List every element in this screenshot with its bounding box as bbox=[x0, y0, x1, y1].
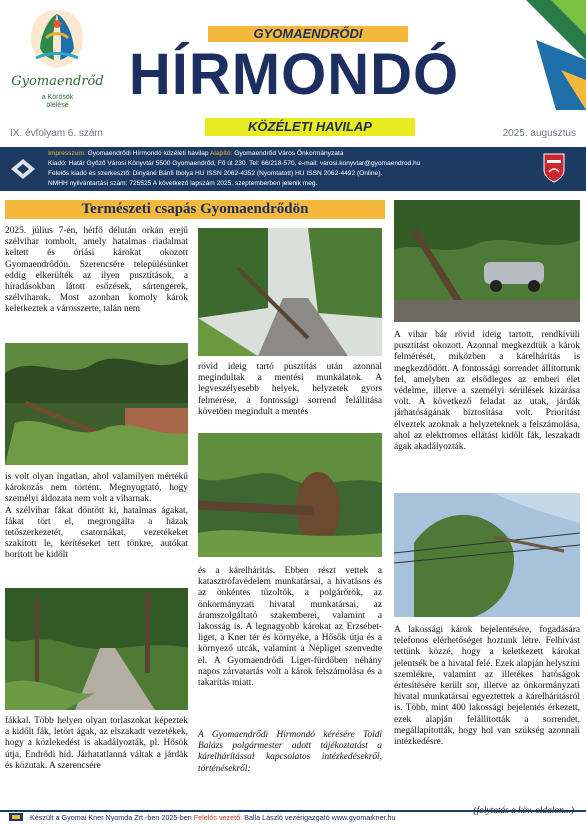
article-headline: Természeti csapás Gyomaendrődön bbox=[81, 201, 309, 217]
masthead-subtitle: KÖZÉLETI HAVILAP bbox=[248, 119, 372, 134]
volume-issue: IX. évfolyam 6. szám bbox=[10, 128, 103, 139]
article-col1-para3: fákkal. Több helyen olyan torlaszokat képeztek a kidőlt fák, letört ágak, az elszakadt vezetékek, hogy a közlekedést is akadályozták, pl. Hősök útja, Endrődi híd. Járhatatlanná váltak a járdák és közutak. A szerencsére bbox=[5, 716, 188, 771]
article-col1-para2 bbox=[5, 472, 188, 562]
article-col1-para1: 2025. július 7-én, hétfő délután orkán erejű szélvihar tombolt, amely hatalmas riadalmat keltett és óriási károkat okozott Gyomaendrődön. Szerencsére településünket eddig elkerülték az ilyen pusztítások, a híradásokban látott esőzések, sártengerek, szélviharok. Most azonban komoly károk keletkeztek a városszerte, talán nem bbox=[5, 226, 188, 315]
imprint-text bbox=[48, 149, 528, 189]
imprint-line-4: NMHH nyilvántartási szám: 725525 A következő lapszám 2025. szeptemberben jelenik meg. bbox=[48, 180, 318, 187]
article-col3-para1: A vihar bár rövid ideig tartott, rendkívüli pusztítást okozott. Azonnal megkezdtük a károk felmérését, miközben a kárelhárítás is megkezdődött. A fontossági sorrendet állítottunk fel, amelyben az elsődleges az emberi élet védelme, illetve a személyi sérülések kizárása volt. A következő feladat az utak, járdák járhatóságának biztosítása volt. Prioritást élveztek azoknak a helyzeteknek a felszámolása, ahol az elektromos ellátást kidőlt fák, leszakadt ágak akadályozták. bbox=[394, 330, 580, 453]
article-col2-para1: rövid ideig tartó pusztítás után azonnal megindultak a mentési munkálatok. A legveszélyesebb helyek, helyzetek gyors felmérése, a fontossági sorrend felállítása követően megindult a mentés bbox=[198, 362, 382, 417]
masthead-title: HÍRMONDÓ bbox=[128, 42, 460, 107]
photo-branch-on-wires bbox=[394, 493, 580, 617]
footer-manager-text: Balla László vezérigazgató www.gyomaikner.hu bbox=[242, 813, 396, 822]
article-col2-interview-intro: A Gyomaendrődi Hírmondó kérésére Toldi Balázs polgármester adott tájékoztatást a kárelhárítással kapcsolatos intézkedésekről, történésekről: bbox=[198, 730, 382, 774]
imprint-decoration-icon bbox=[8, 158, 38, 180]
photo-street-tree bbox=[198, 228, 382, 356]
town-emblem-icon bbox=[28, 8, 86, 70]
corner-decoration-icon bbox=[476, 0, 586, 110]
article-col1-para2a: is volt olyan ingatlan, ahol valamilyen mértékű károkozás nem történt. Megnyugtató, hogy személyi áldozata nem volt a viharnak. bbox=[5, 472, 188, 505]
photo-park-path bbox=[5, 588, 188, 710]
article-col3-para2: A lakossági károk bejelentésére, fogadására telefonos elérhetőséget hoztunk létre. Felhívást tettünk közzé, hogy a keletkezett károkat jelentsék be a hivatal felé. Ezek alapján helyszíni szemlékre, valamint az illetékes hatóságok értesítésére került sor, illetve az önkormányzati hivatal munkatársai egyeztettek a kárelhárításról is. Több, mint 400 lakossági bejelentés érkezett, ezek alapján felállították a sorrendet, megállapították, hogy hol van szükség azonnali intézkedésre. bbox=[394, 625, 580, 748]
photo-uprooted-tree bbox=[198, 433, 382, 557]
photo-fallen-tree-wall bbox=[5, 343, 188, 465]
continued-note: (folytatás a köv. oldalon...) bbox=[473, 806, 574, 816]
logo-tagline-line1: a Körösök bbox=[41, 94, 74, 101]
logo-tagline bbox=[10, 94, 105, 110]
article-col2-para2: és a kárelhárítás. Ebben részt vettek a katasztrófavédelem munkatársai, a hivatásos és az önkéntes tűzoltók, a polgárőrök, az önkormányzati hivatal munkatársai, az áramszolgáltató szakemberei, valamint a lakosság is. A legnagyobb károkat az Erzsébet-liget, a Kner tér és környéke, a Hősök útja és a környező utcák, valamint a Népliget szenvedte el. A Gyomaendrődi Liget-fürdőben néhány napos zárvatartás volt a károk felszámolása és a takarítás miatt. bbox=[198, 566, 382, 689]
imprint-key-alapito: Alapító: bbox=[210, 150, 233, 157]
imprint-key-impresszum: Impresszum: bbox=[48, 150, 86, 157]
footer-key: Felelős vezető: bbox=[193, 813, 243, 822]
imprint-line-1 bbox=[48, 149, 528, 159]
imprint-value-impresszum: Gyomaendrődi Hírmondó közéleti havilap bbox=[85, 150, 210, 157]
logo-script-text: Gyomaendrőd bbox=[11, 74, 104, 89]
footer-printer bbox=[0, 810, 586, 824]
masthead-kicker: GYOMAENDRŐDI bbox=[253, 26, 363, 41]
town-logo bbox=[10, 8, 105, 126]
imprint-line-2: Kiadó: Határ Győző Városi Könyvtár 5500 Gyomaendrőd, Fő út 230. Tel: 66/218-570, e-mail: varosi.konyvtar@gyomaendrod.hu bbox=[48, 160, 421, 167]
photo-tree-on-car bbox=[394, 200, 580, 322]
issue-date: 2025. augusztus bbox=[502, 128, 576, 139]
article-col1-para2b: A szélvihar fákat döntött ki, hatalmas ágakat, fákat tört el, megrongálta a házak tetőszerkezetét, csatornákat, vezetékeket szakított le, kerítéseket tett tönkre, autókat borított be kidőlt bbox=[5, 505, 188, 561]
imprint-line-3: Felelős kiadó és szerkesztő: Dinyáné Bánfi Ibolya HU ISSN 2062-4352 (Nyomtatott) HU ISSN 2062-4492 (Online). bbox=[48, 170, 383, 177]
imprint-value-alapito: Gyomaendrőd Város Önkormányzata bbox=[232, 150, 344, 157]
town-crest-icon bbox=[542, 152, 566, 184]
logo-tagline-line2: ölelése bbox=[46, 102, 69, 109]
footer-printer-text: Készült a Gyomai Kner Nyomda Zrt.-ben 2025-ben bbox=[30, 813, 194, 822]
